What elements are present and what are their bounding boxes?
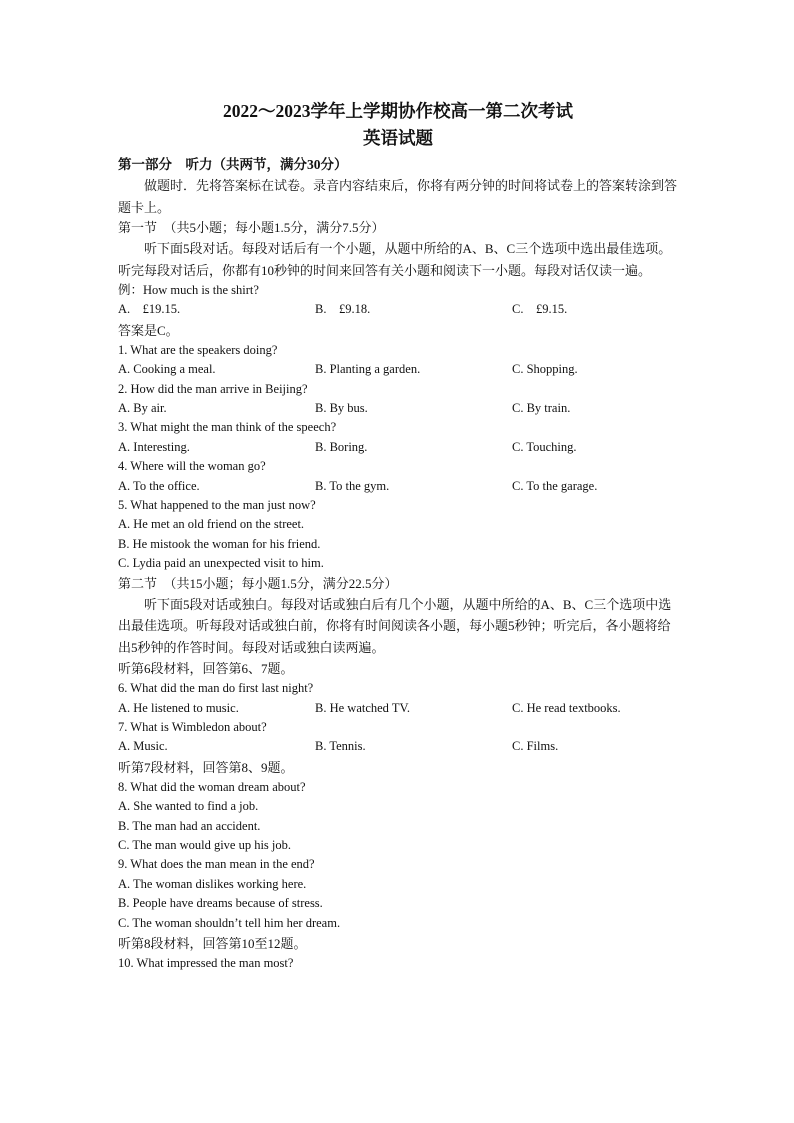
option-b: B. Tennis. [315,739,366,754]
part1-heading: 第一部分 听力（共两节，满分30分） [118,157,348,172]
material-6-note: 听第6段材料，回答第6、7题。 [118,661,294,677]
material-7-note: 听第7段材料，回答第8、9题。 [118,759,294,775]
exam-subtitle: 英语试题 [363,128,433,148]
option-c: C. £9.15. [512,302,568,317]
option-b: B. He watched TV. [315,700,411,715]
section1-heading: 第一节 （共5小题；每小题1.5分，满分7.5分） [118,220,385,235]
option-a: A. The woman dislikes working here. [118,876,307,891]
part1-intro: 做题时．先将答案标在试卷。录音内容结束后，你将有两分钟的时间将试卷上的答案转涂到答题卡上。 [118,178,678,215]
option-a: A. £19.15. [118,302,181,317]
option-c: C. The woman shouldn’t tell him her dream. [118,915,341,930]
question-5: 5. What happened to the man just now? [118,498,316,513]
example-question: 例：How much is the shirt? [118,283,259,297]
option-c: C. By train. [512,401,571,416]
material-8-note: 听第8段材料，回答第10至12题。 [118,936,307,952]
question-2-options [118,399,678,418]
example-options [118,300,678,319]
option-a: A. He met an old friend on the street. [118,517,305,532]
option-a: A. Interesting. [118,439,190,454]
option-b: B. To the gym. [315,478,390,493]
question-9: 9. What does the man mean in the end? [118,857,315,872]
option-c: C. Shopping. [512,362,578,377]
question-7: 7. What is Wimbledon about? [118,720,267,734]
option-c: C. Touching. [512,439,577,454]
option-c: C. The man would give up his job. [118,838,292,853]
option-c: C. He read textbooks. [512,700,621,715]
option-a: A. By air. [118,401,167,416]
option-c: C. Films. [512,739,559,754]
exam-title: 2022～2023学年上学期协作校高一第二次考试 [223,101,573,121]
question-1: 1. What are the speakers doing? [118,342,278,357]
section2-heading: 第二节 （共15小题；每小题1.5分，满分22.5分） [118,575,398,591]
option-b: B. Planting a garden. [315,362,421,377]
question-6-options [118,699,678,718]
option-b: B. The man had an accident. [118,818,261,833]
option-b: B. He mistook the woman for his friend. [118,536,321,551]
option-b: B. Boring. [315,439,368,454]
question-6: 6. What did the man do first last night? [118,681,314,696]
option-a: A. Music. [118,739,168,754]
option-a: A. Cooking a meal. [118,362,216,377]
section1-instructions: 听下面5段对话。每段对话后有一个小题，从题中所给的A、B、C三个选项中选出最佳选项。听完每段对话后，你都有10秒钟的时间来回答有关小题和阅读下一小题。每段对话仅读一遍。 [118,241,672,278]
section2-instructions: 听下面5段对话或独白。每段对话或独白后有几个小题，从题中所给的A、B、C三个选项中选出最佳选项。听每段对话或独白前，你将有时间阅读各小题，每小题5秒钟；听完后，各小题将给出5秒钟的作答时间。每段对话或独白读两遍。 [118,596,672,655]
option-c: C. To the garage. [512,478,598,493]
question-4-options [118,477,678,496]
question-8: 8. What did the woman dream about? [118,779,306,794]
option-b: B. £9.18. [315,302,371,317]
exam-content [118,98,678,973]
option-a: A. To the office. [118,478,200,493]
question-10: 10. What impressed the man most? [118,956,294,971]
question-2: 2. How did the man arrive in Beijing? [118,381,308,396]
option-a: A. He listened to music. [118,700,239,715]
question-1-options [118,360,678,379]
question-7-options [118,737,678,756]
option-a: A. She wanted to find a job. [118,799,259,814]
question-3-options [118,438,678,457]
question-3: 3. What might the man think of the speech? [118,420,337,435]
question-4: 4. Where will the woman go? [118,459,266,474]
option-b: B. People have dreams because of stress. [118,896,323,911]
example-answer: 答案是C。 [118,322,179,338]
option-b: B. By bus. [315,401,368,416]
option-c: C. Lydia paid an unexpected visit to him. [118,556,324,571]
